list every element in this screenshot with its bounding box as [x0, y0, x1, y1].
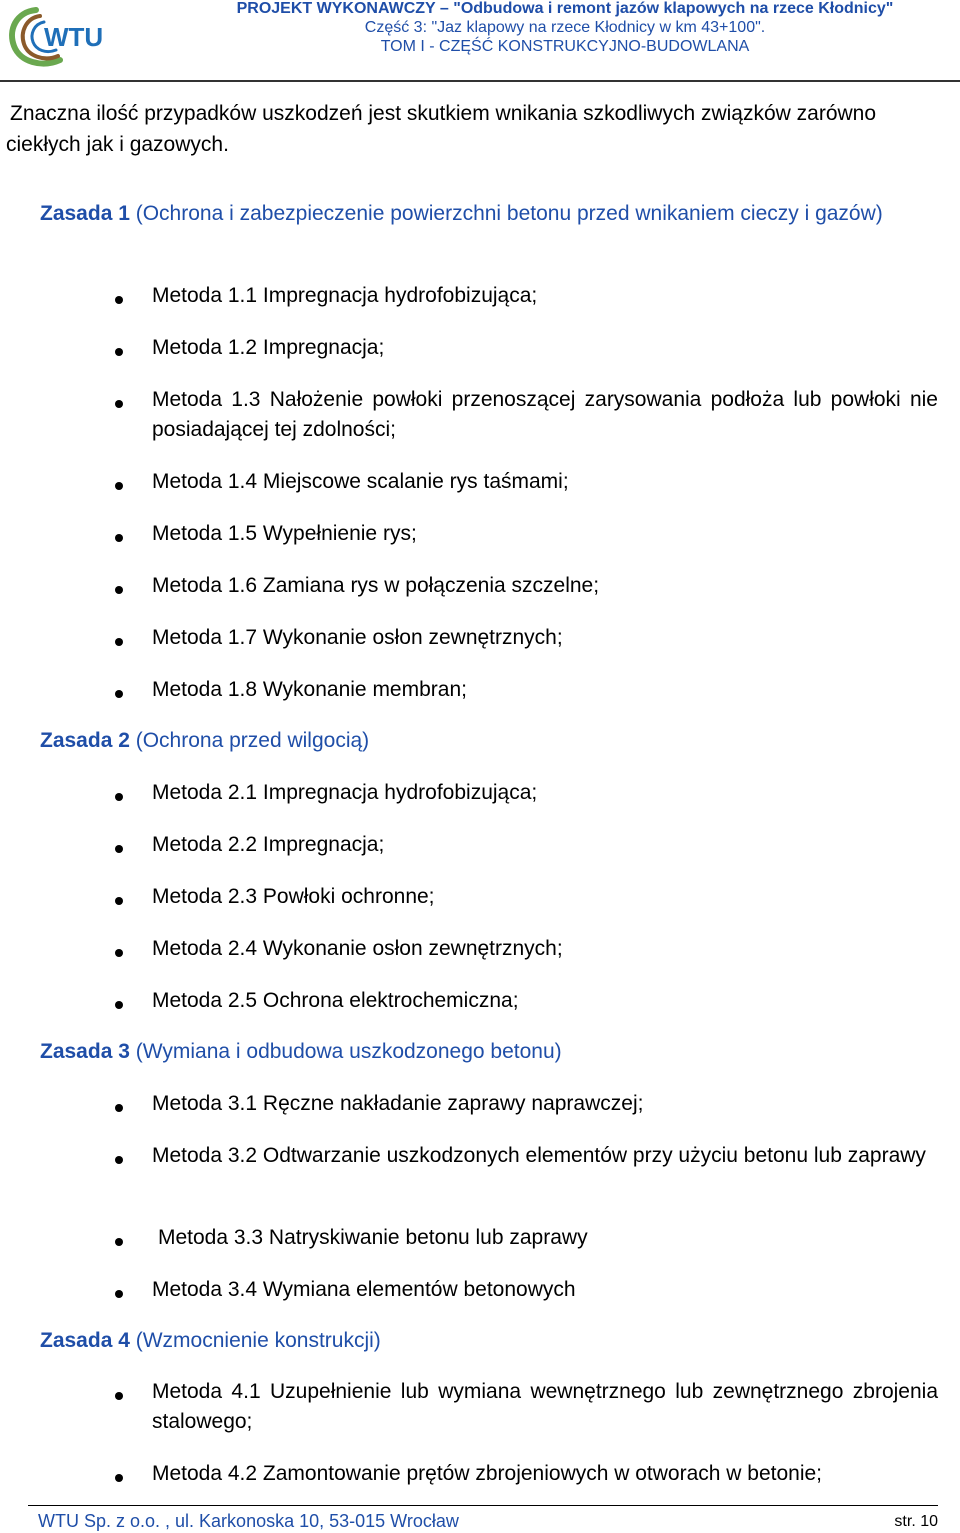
list-item: Metoda 1.6 Zamiana rys w połączenia szczelne;	[152, 574, 600, 597]
header-divider	[0, 80, 960, 82]
list-item: Metoda 2.5 Ochrona elektrochemiczna;	[152, 989, 519, 1012]
bullet-icon	[113, 346, 125, 358]
header-text	[150, 0, 960, 56]
bullet-icon	[113, 791, 125, 803]
page-header	[0, 0, 960, 84]
zasada-1-heading	[40, 198, 937, 229]
list-item: Metoda 2.1 Impregnacja hydrofobizująca;	[152, 781, 538, 804]
zasada-3-desc: (Wymiana i odbudowa uszkodzonego betonu)	[135, 1040, 562, 1063]
bullet-icon	[113, 398, 125, 410]
list-item: Metoda 3.1 Ręczne nakładanie zaprawy naprawczej;	[152, 1092, 644, 1115]
bullet-icon	[113, 584, 125, 596]
footer-divider	[28, 1505, 938, 1506]
zasada-4-keyword: Zasada 4	[40, 1329, 130, 1352]
zasada-1-desc: (Ochrona i zabezpieczenie powierzchni betonu przed wnikaniem cieczy i gazów)	[135, 202, 883, 225]
bullet-icon	[113, 947, 125, 959]
logo-text: WTU	[44, 22, 104, 52]
zasada-3-keyword: Zasada 3	[40, 1040, 130, 1063]
footer-company: WTU Sp. z o.o. , ul. Karkonoska 10, 53-015 Wrocław	[38, 1511, 459, 1531]
bullet-icon	[113, 1102, 125, 1114]
page-number: str. 10	[894, 1513, 938, 1530]
bullet-icon	[113, 636, 125, 648]
zasada-1-keyword: Zasada 1	[40, 202, 130, 225]
part-title: Część 3: "Jaz klapowy na rzece Kłodnicy w km 43+100".	[364, 19, 766, 36]
list-item: Metoda 2.4 Wykonanie osłon zewnętrznych;	[152, 937, 563, 960]
bullet-icon	[113, 1288, 125, 1300]
list-item: Metoda 1.4 Miejscowe scalanie rys taśmami;	[152, 470, 569, 493]
bullet-icon	[113, 1236, 125, 1248]
bullet-icon	[113, 480, 125, 492]
list-item: Metoda 4.1 Uzupełnienie lub wymiana wewnętrznego lub zewnętrznego zbrojenia stalowego;	[152, 1380, 938, 1433]
list-item: Metoda 2.3 Powłoki ochronne;	[152, 885, 435, 908]
zasada-4-heading	[40, 1325, 937, 1356]
list-item: Metoda 1.8 Wykonanie membran;	[152, 678, 467, 701]
bullet-icon	[113, 843, 125, 855]
list-item: Metoda 1.1 Impregnacja hydrofobizująca;	[152, 284, 538, 307]
list-item: Metoda 1.2 Impregnacja;	[152, 336, 385, 359]
list-item: Metoda 3.2 Odtwarzanie uszkodzonych elementów przy użyciu betonu lub zaprawy	[152, 1144, 926, 1167]
list-item: Metoda 1.5 Wypełnienie rys;	[152, 522, 417, 545]
intro-paragraph: Znaczna ilość przypadków uszkodzeń jest skutkiem wnikania szkodliwych związków zarówno ciekłych jak i gazowych.	[6, 102, 877, 156]
bullet-icon	[113, 1390, 125, 1402]
zasada-2-desc: (Ochrona przed wilgocią)	[135, 729, 370, 752]
zasada-3-heading	[40, 1036, 937, 1067]
list-item: Metoda 1.3 Nałożenie powłoki przenoszącej zarysowania podłoża lub powłoki nie posiadającej tej zdolności;	[152, 388, 938, 441]
zasada-2-keyword: Zasada 2	[40, 729, 130, 752]
bullet-icon	[113, 999, 125, 1011]
bullet-icon	[113, 1472, 125, 1484]
list-item: Metoda 4.2 Zamontowanie prętów zbrojeniowych w otworach w betonie;	[152, 1462, 823, 1485]
list-item: Metoda 1.7 Wykonanie osłon zewnętrznych;	[152, 626, 563, 649]
zasada-4-desc: (Wzmocnienie konstrukcji)	[135, 1329, 381, 1352]
bullet-icon	[113, 895, 125, 907]
wtu-logo	[6, 4, 106, 68]
list-item: Metoda 2.2 Impregnacja;	[152, 833, 385, 856]
zasada-2-heading	[40, 725, 937, 756]
list-item: Metoda 3.3 Natryskiwanie betonu lub zaprawy	[158, 1226, 588, 1249]
bullet-icon	[113, 688, 125, 700]
bullet-icon	[113, 532, 125, 544]
bullet-icon	[113, 1154, 125, 1166]
project-title: PROJEKT WYKONAWCZY – "Odbudowa i remont jazów klapowych na rzece Kłodnicy"	[236, 0, 894, 17]
list-item: Metoda 3.4 Wymiana elementów betonowych	[152, 1278, 576, 1301]
bullet-icon	[113, 294, 125, 306]
volume-title: TOM I - CZĘŚĆ KONSTRUKCYJNO-BUDOWLANA	[380, 38, 750, 55]
